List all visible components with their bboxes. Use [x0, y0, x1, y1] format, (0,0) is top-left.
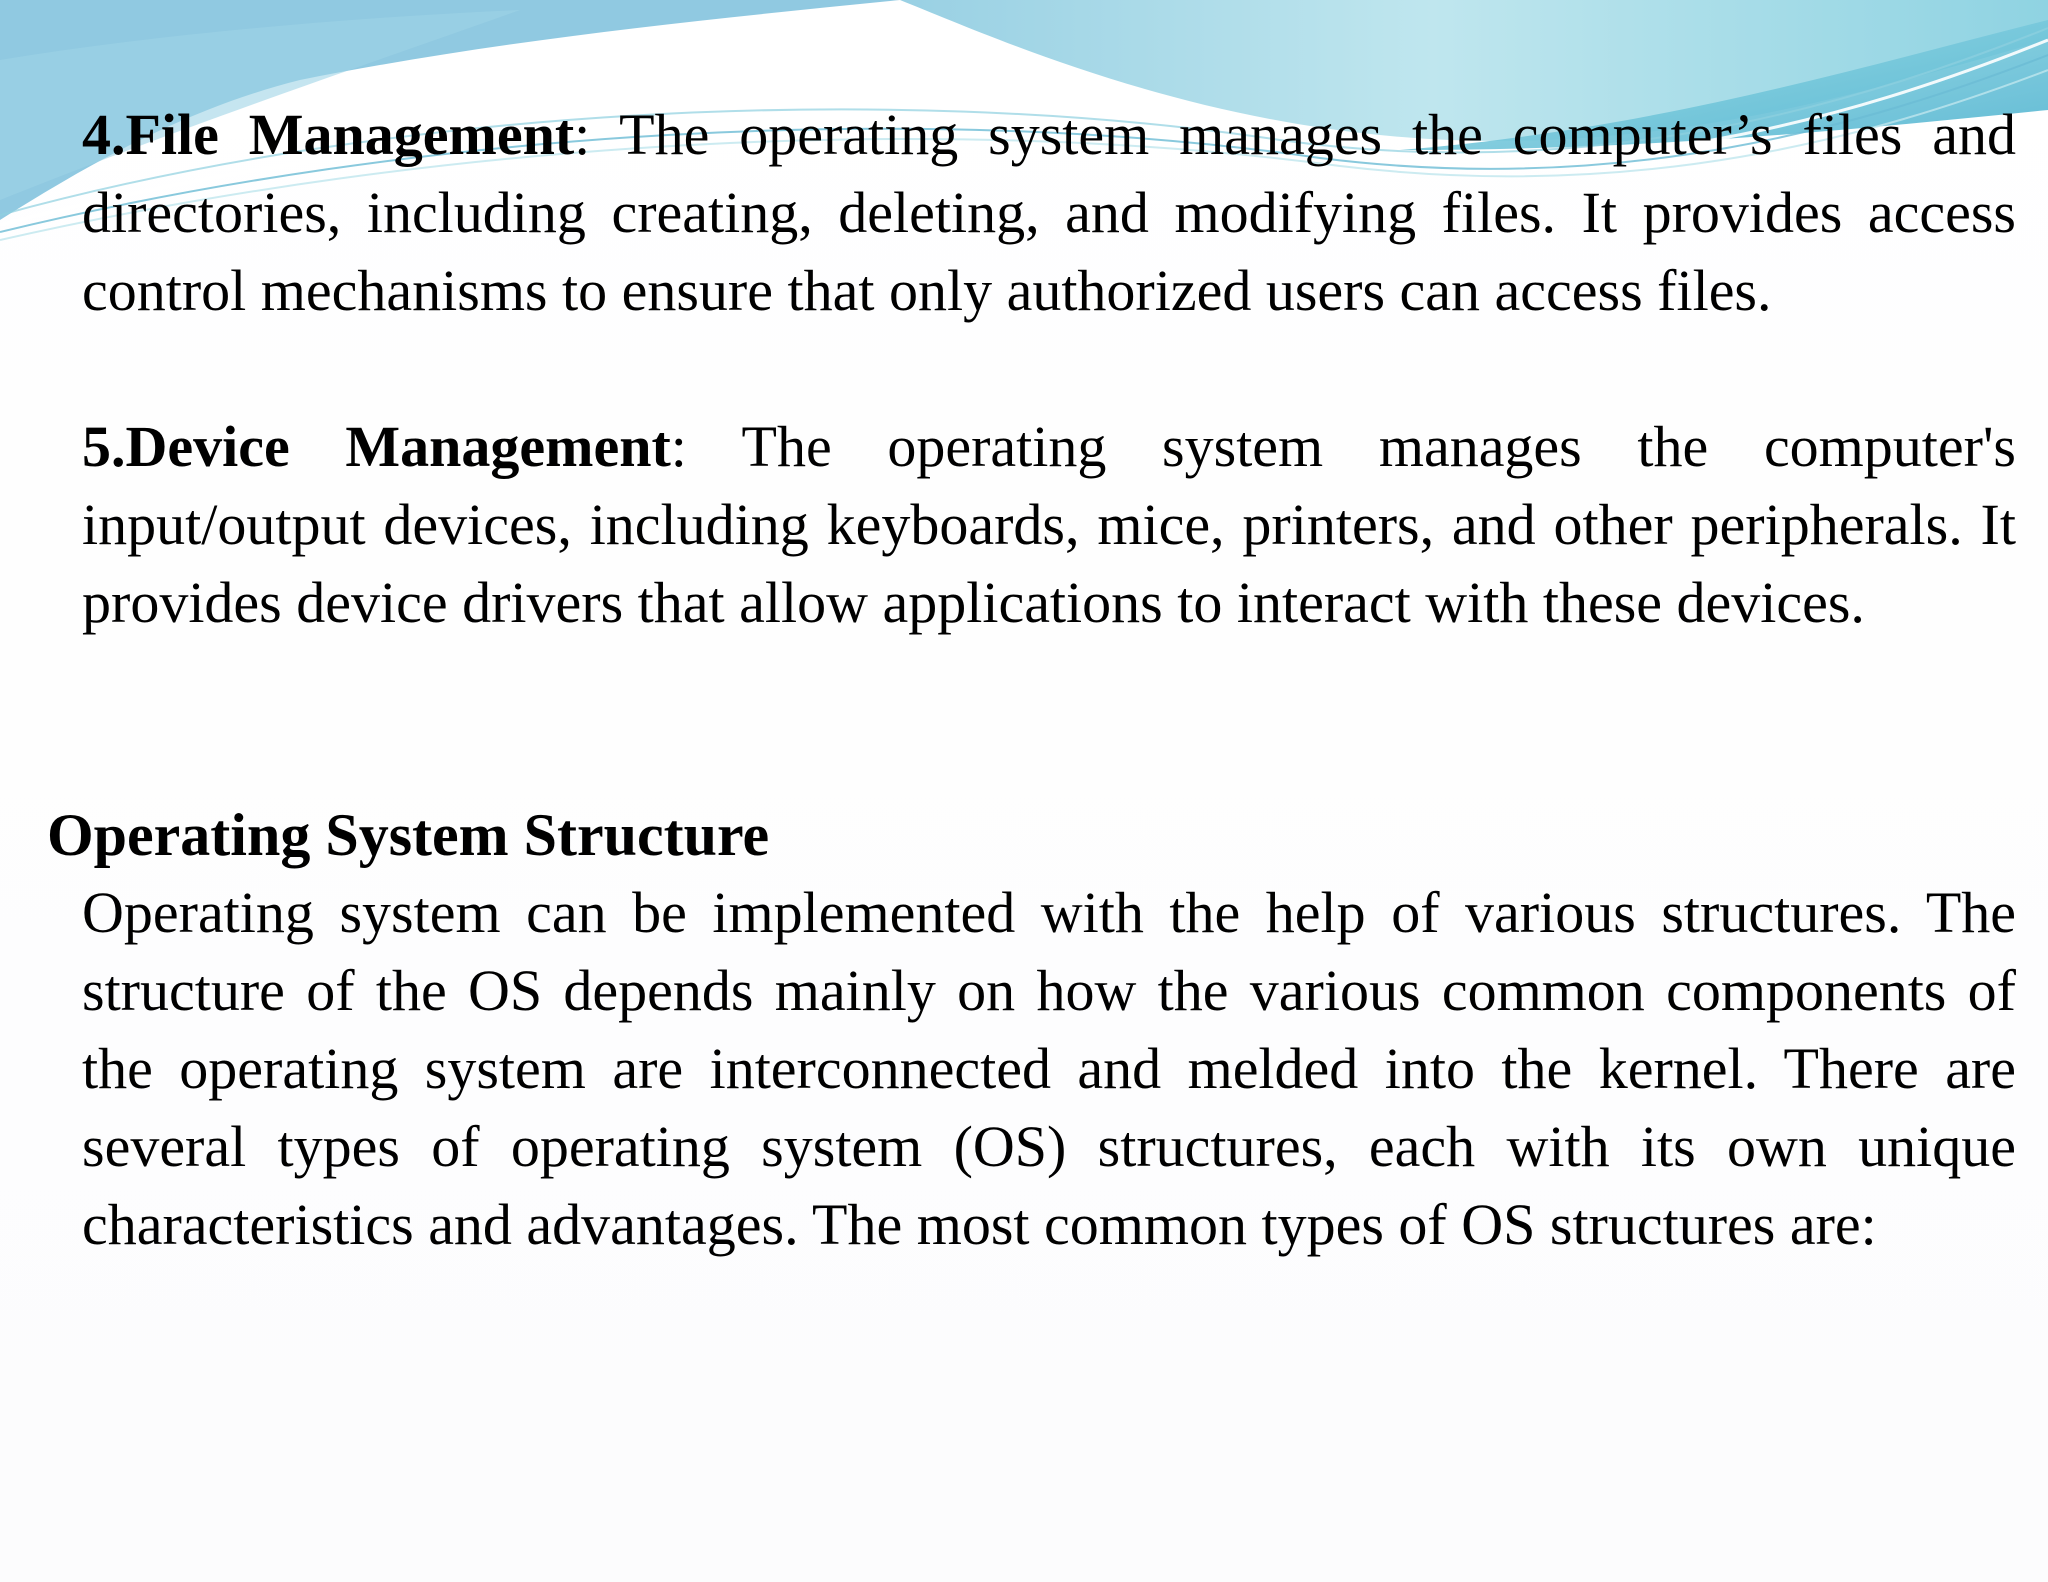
file-management-text: : The operating system manages the computer’s files and directories, including creating, deleting, and modifying files. It provides access control mechanisms to ensure that only authorized users can access files. — [82, 102, 2016, 323]
file-management-paragraph — [82, 96, 2016, 330]
device-management-label: 5.Device Management — [82, 414, 671, 479]
file-management-label: 4.File Management — [82, 102, 575, 167]
device-management-text: : The operating system manages the computer's input/output devices, including keyboards, mice, printers, and other peripherals. It provides device drivers that allow applications to interact with these devices. — [82, 414, 2016, 635]
os-structure-heading: Operating System Structure — [47, 802, 770, 868]
device-management-paragraph — [82, 408, 2016, 642]
os-structure-paragraph: Operating system can be implemented with the help of various structures. The structure of the OS depends mainly on how the various common components of the operating system are interconnected and melded into the kernel. There are several types of operating system (OS) structures, each with its own unique characteristics and advantages. The most common types of OS structures are: — [82, 880, 2016, 1257]
